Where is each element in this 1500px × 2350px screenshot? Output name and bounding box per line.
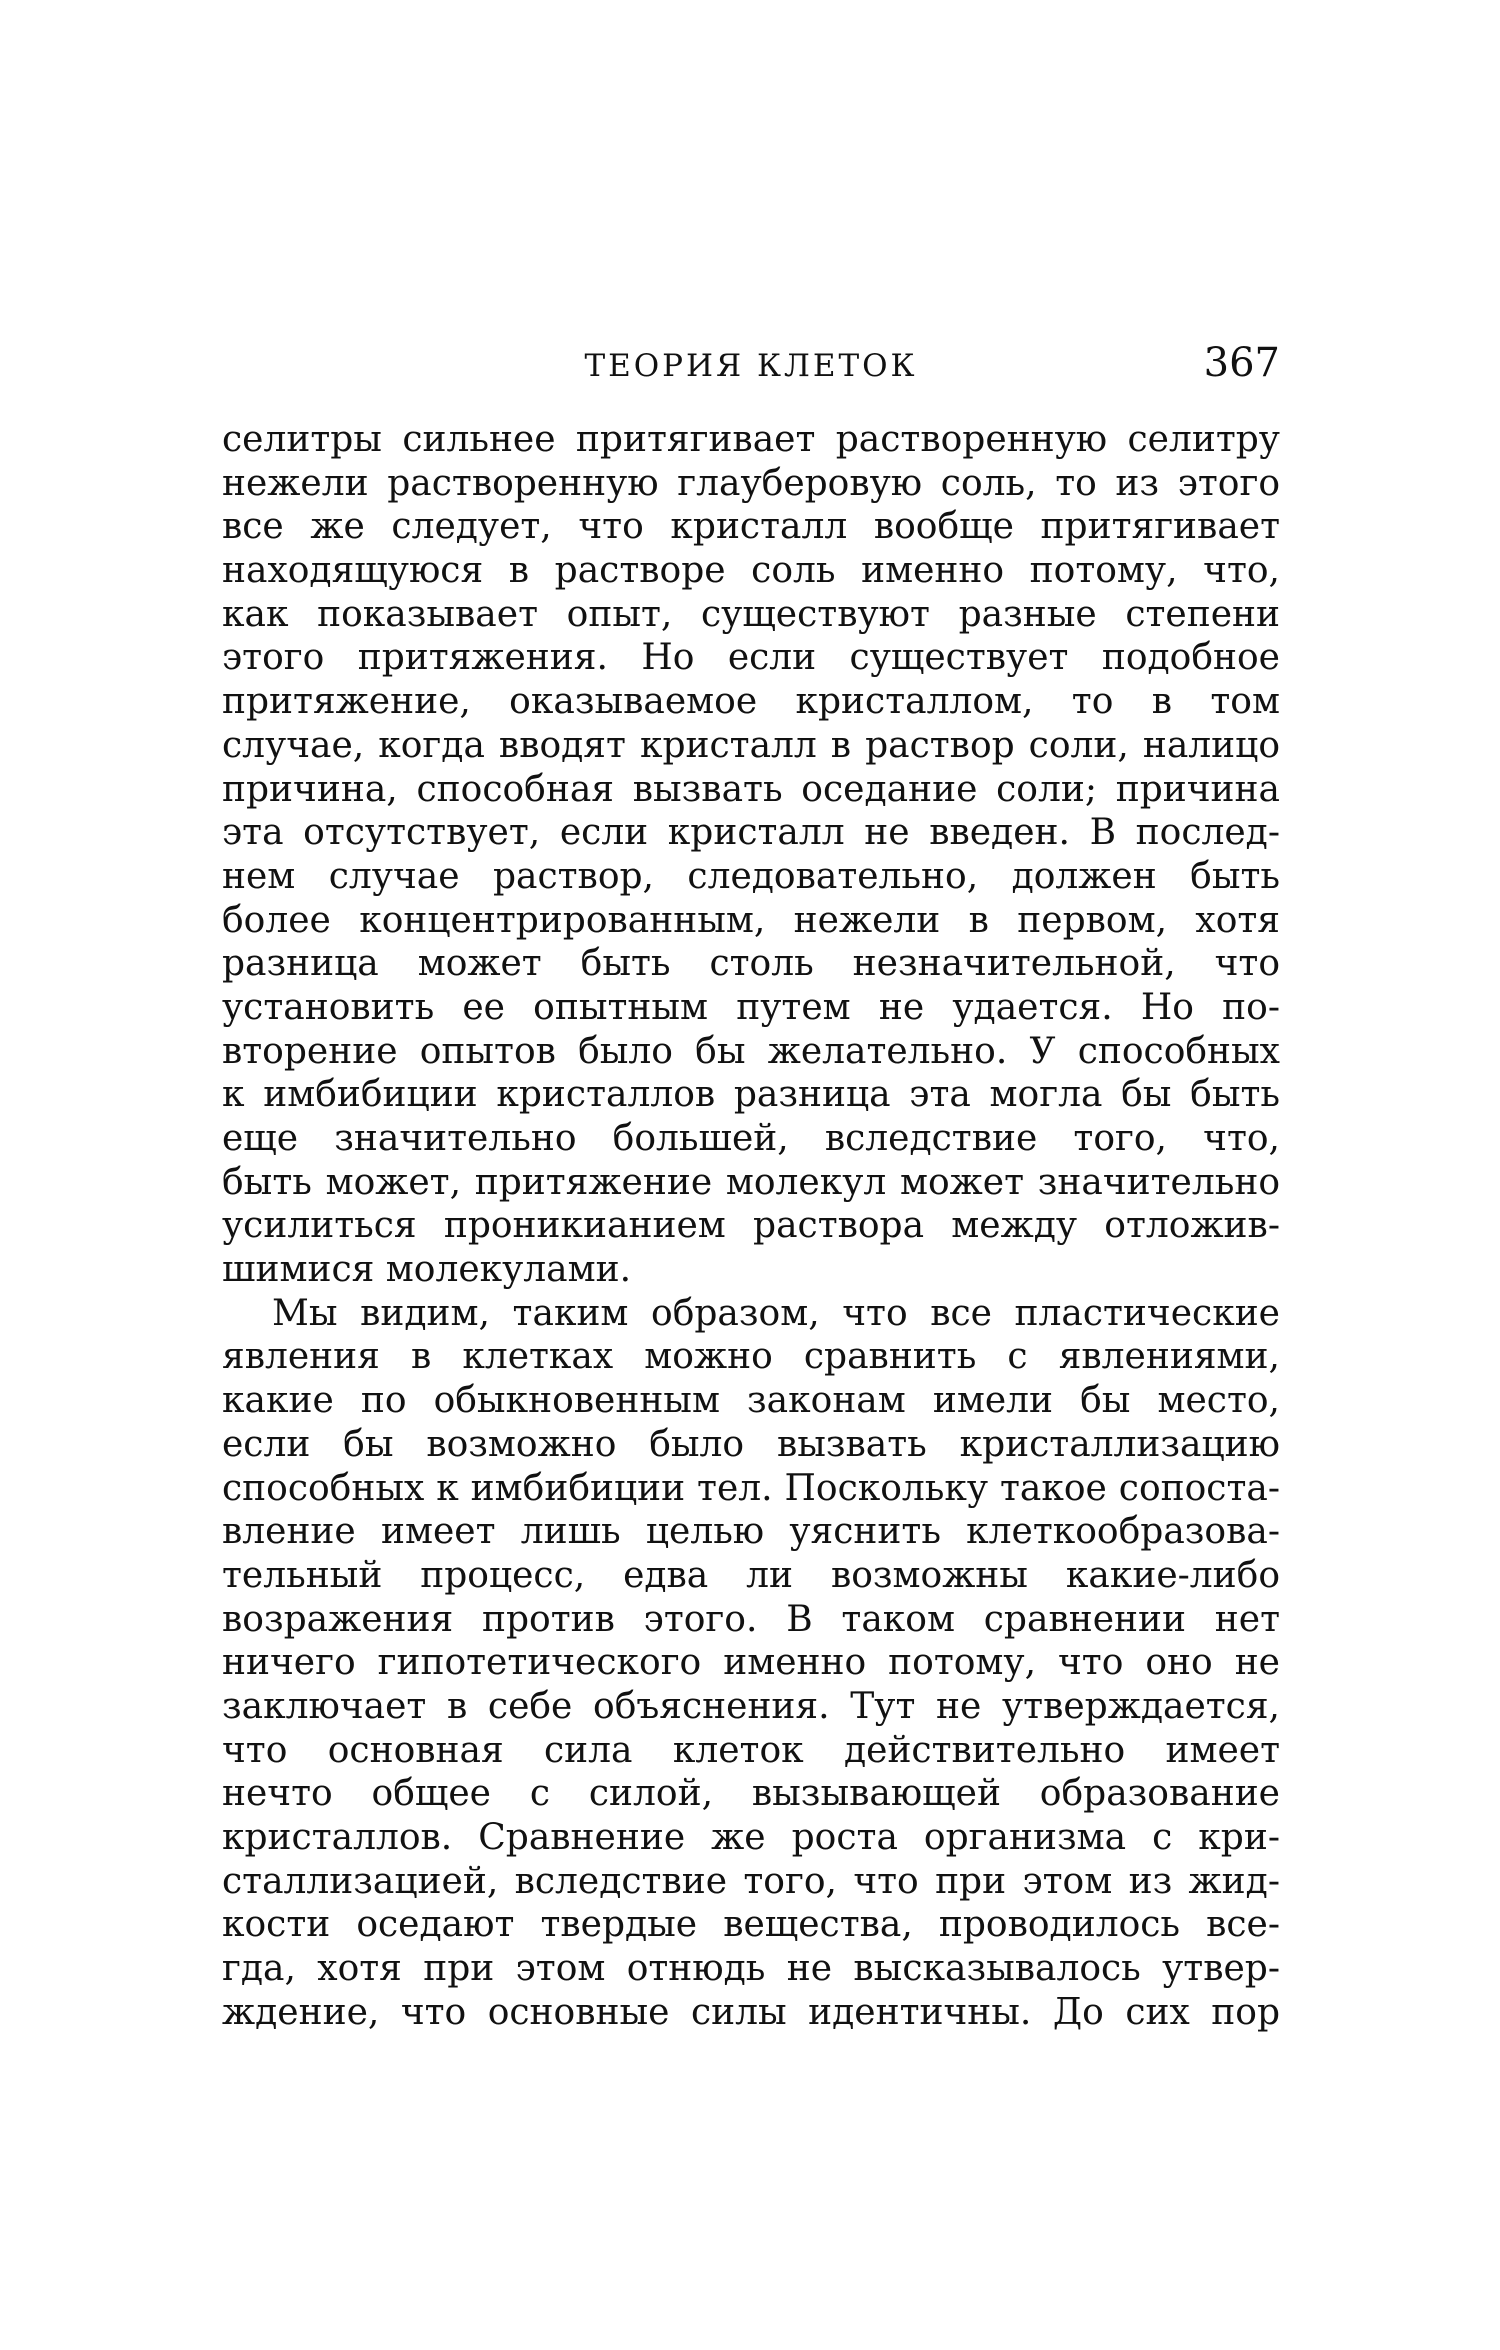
text-line: нежели растворенную глауберовую соль, то из этого [222,462,1280,504]
text-line: нем случае раствор, следовательно, должен быть [222,855,1280,897]
text-line: находящуюся в растворе соль именно потому, что, [222,550,1280,592]
text-line: какие по обыкновенным законам имели бы место, [222,1380,1280,1422]
text-line: к имбибиции кристаллов разница эта могла бы быть [222,1074,1280,1116]
text-line: кристаллов. Сравнение же роста организма с кри- [222,1817,1280,1858]
text-line: быть может, притяжение молекул может значительно [222,1161,1280,1203]
running-title: ТЕОРИЯ КЛЕТОК [584,348,918,384]
text-line: кости оседают твердые вещества, проводилось все- [222,1904,1280,1946]
text-line: гда, хотя при этом отнюдь не высказывалось утвер- [222,1948,1280,1990]
text-line: ждение, что основные силы идентичны. До сих пор [222,1991,1280,2033]
text-line: притяжение, оказываемое кристаллом, то в том [222,681,1280,723]
running-head [222,340,1280,400]
text-line: более концентрированным, нежели в первом, хотя [222,899,1280,941]
text-line: все же следует, что кристалл вообще притягивает [222,506,1280,548]
text-line: разница может быть столь незначительной, что [222,943,1280,985]
page-number: 367 [1203,340,1280,386]
text-line: тельный процесс, едва ли возможны какие-либо [222,1554,1280,1596]
text-line: шимися молекулами. [222,1249,632,1291]
text-line: установить ее опытным путем не удается. Но по- [222,986,1280,1028]
text-line: ничего гипотетического именно потому, что оно не [222,1642,1280,1684]
paragraph-2 [222,1292,1280,2035]
text-line: вторение опытов было бы желательно. У способных [222,1030,1280,1072]
text-line: что основная сила клеток действительно имеет [222,1729,1280,1771]
paragraph-1 [222,418,1280,1292]
text-line: Мы видим, таким образом, что все пластические [272,1292,1280,1334]
text-line: еще значительно большей, вследствие того, что, [222,1118,1280,1159]
text-line: эта отсутствует, если кристалл не введен. В послед- [222,812,1280,854]
text-line: возражения против этого. В таком сравнении нет [222,1598,1280,1640]
text-line: случае, когда вводят кристалл в раствор соли, налицо [222,724,1280,766]
text-line: усилиться проникианием раствора между отложив- [222,1205,1280,1247]
text-line: способных к имбибиции тел. Поскольку такое сопоста- [222,1467,1280,1509]
text-line: явления в клетках можно сравнить с явлениями, [222,1336,1280,1378]
text-line: если бы возможно было вызвать кристаллизацию [222,1423,1280,1465]
text-line: как показывает опыт, существуют разные степени [222,593,1280,635]
text-line: заключает в себе объяснения. Тут не утверждается, [222,1685,1280,1727]
text-line: этого притяжения. Но если существует подобное [222,637,1280,679]
text-line: селитры сильнее притягивает растворенную селитру [222,419,1280,460]
text-line: нечто общее с силой, вызывающей образование [222,1773,1280,1815]
text-line: вление имеет лишь целью уяснить клеткообразова- [222,1511,1280,1553]
text-line: причина, способная вызвать оседание соли; причина [222,768,1280,810]
body-text [222,418,1280,2034]
text-line: сталлизацией, вследствие того, что при этом из жид- [222,1860,1280,1902]
